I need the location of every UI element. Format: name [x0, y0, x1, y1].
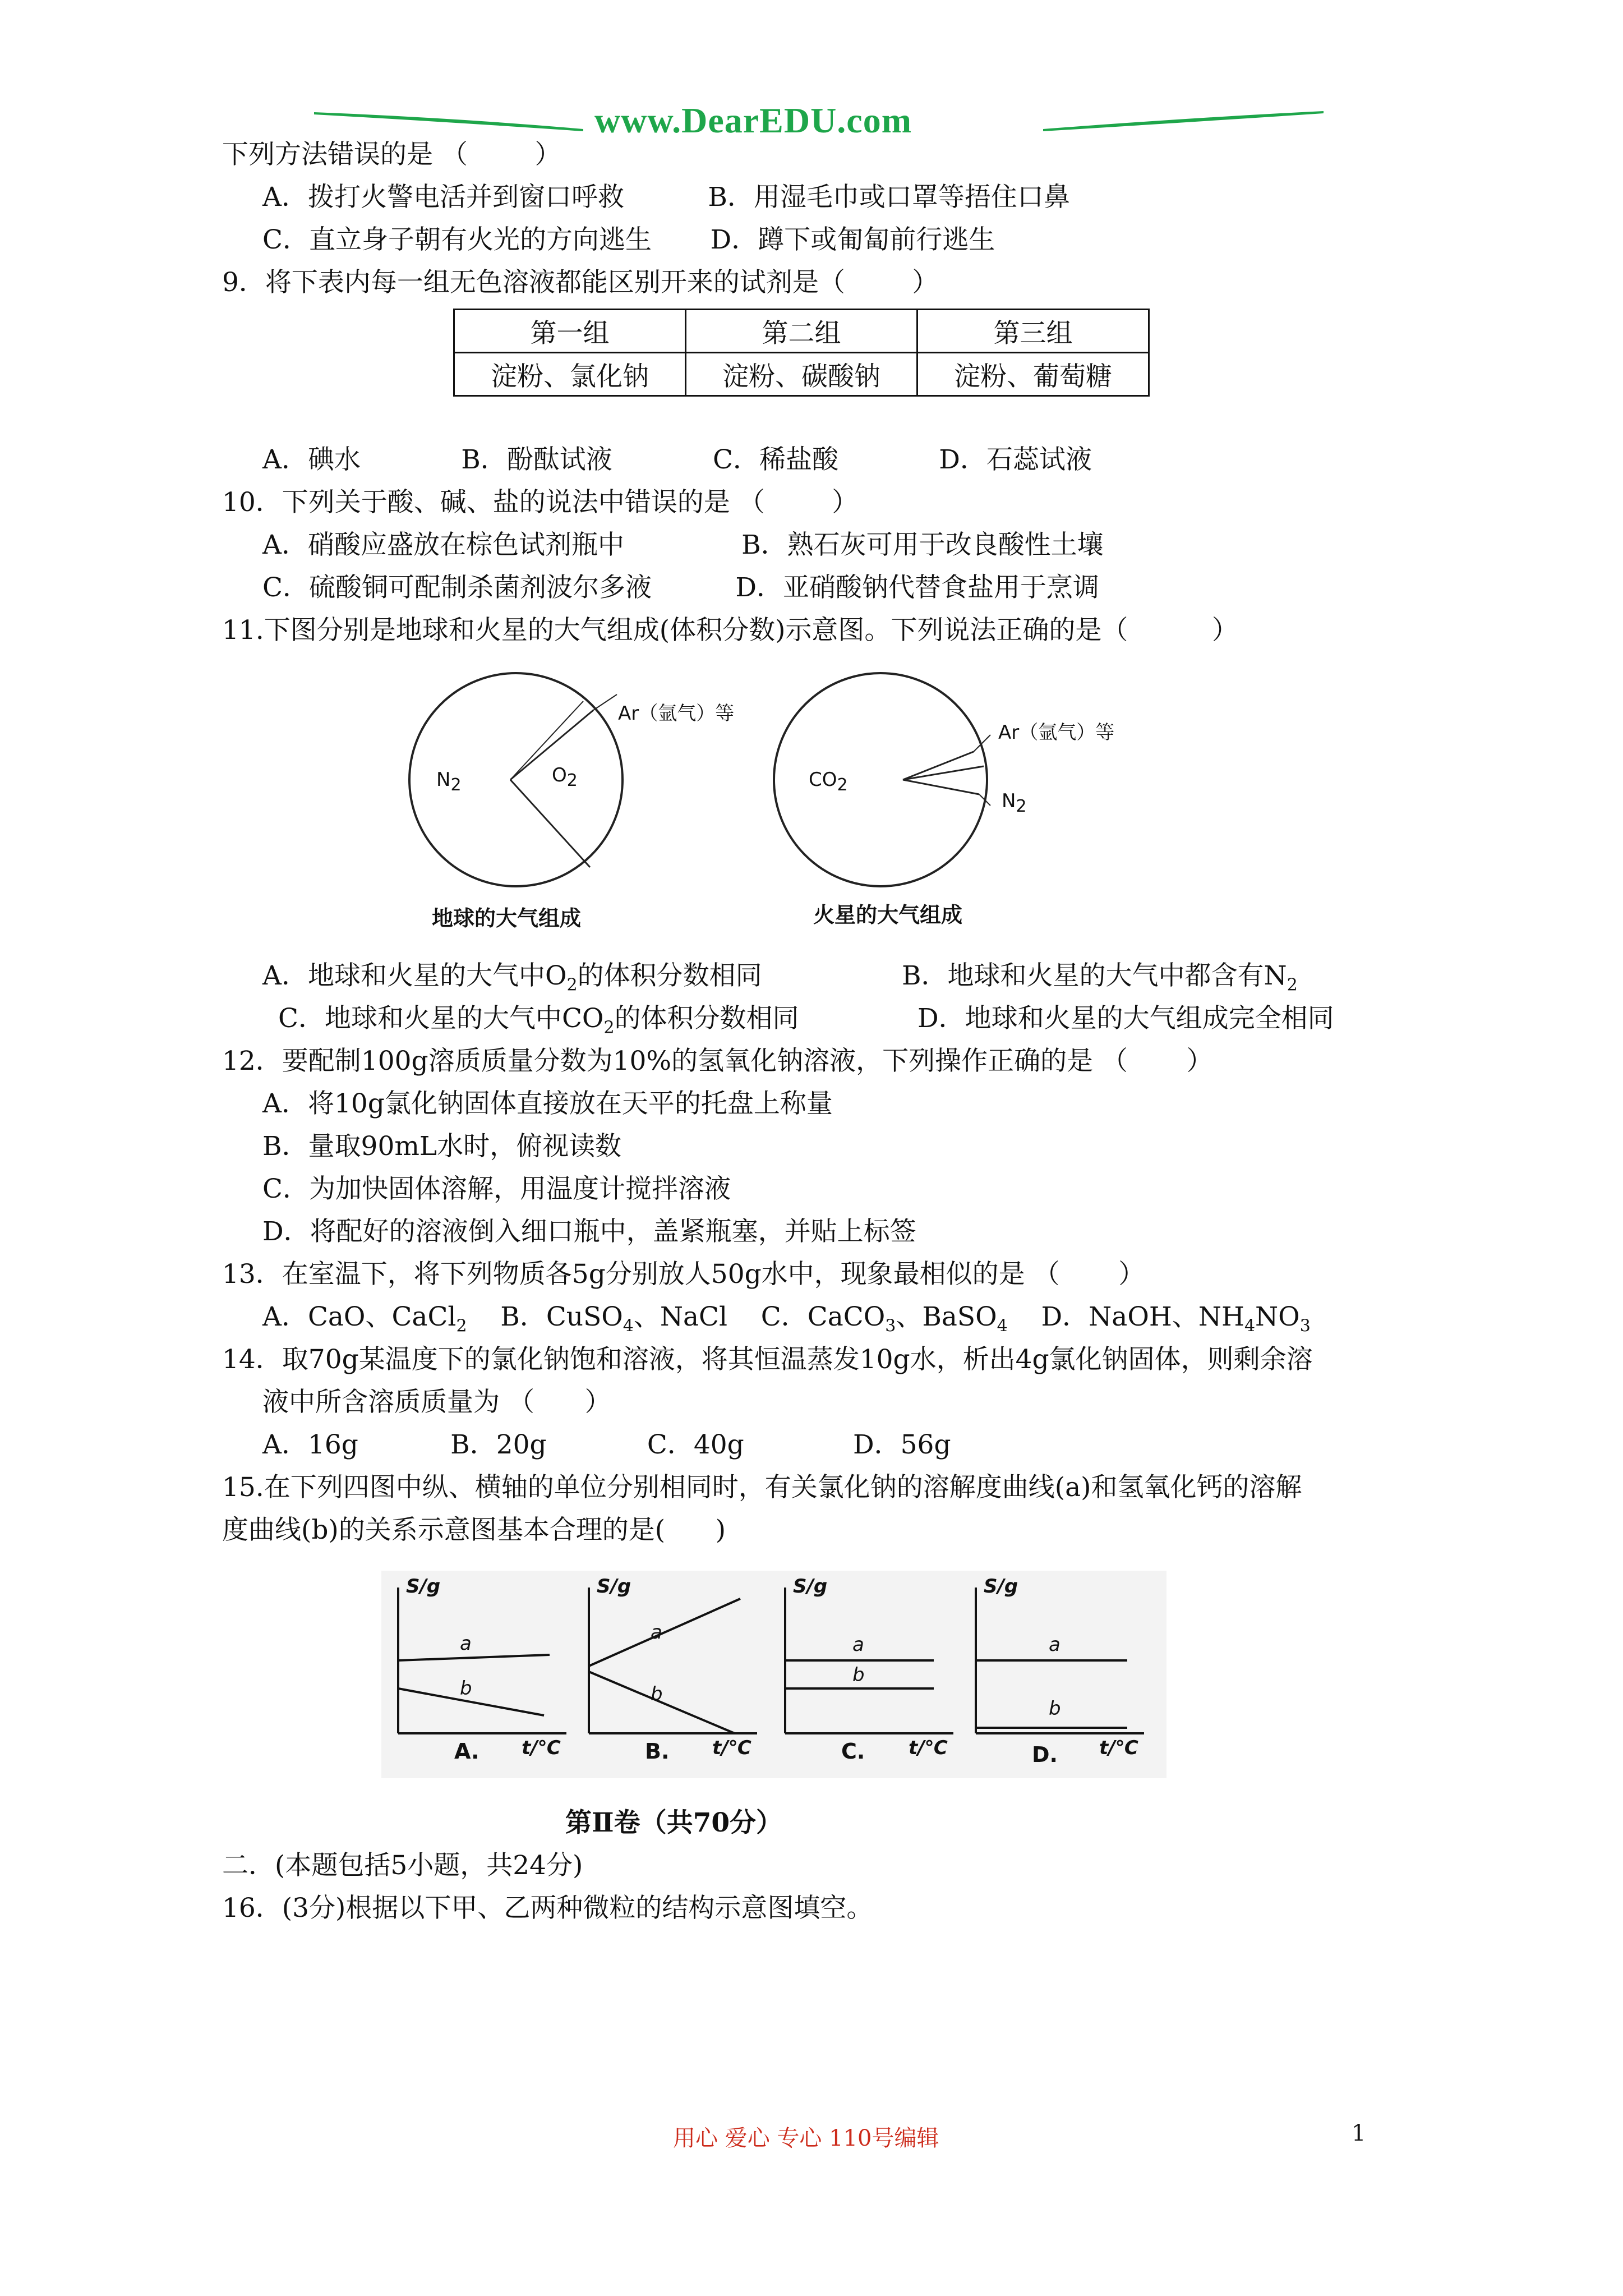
panel-a-label-a: a	[460, 1632, 472, 1655]
panel-c-label-b: b	[852, 1664, 865, 1686]
q10-options-ab: A．硝酸应盛放在棕色试剂瓶中 B．熟石灰可用于改良酸性土壤	[262, 530, 1104, 560]
q12-stem: 12．要配制100g溶质质量分数为10%的氢氧化钠溶液，下列操作正确的是 （ ）	[222, 1046, 1213, 1076]
q11-option-d: D．地球和火星的大气组成完全相同	[917, 1003, 1334, 1034]
q15-figure	[381, 1571, 1166, 1778]
panel-c-caption: C.	[841, 1739, 865, 1764]
mars-ar-label: Ar（氩气）等	[998, 721, 1115, 744]
q11-pie-figure	[393, 668, 1234, 937]
q15-stem-2: 度曲线(b)的关系示意图基本合理的是( )	[222, 1515, 726, 1545]
q12-option-a: A．将10g氯化钠固体直接放在天平的托盘上称量	[262, 1088, 833, 1119]
panel-d-label-b: b	[1049, 1697, 1061, 1720]
mars-caption: 火星的大气组成	[813, 903, 963, 927]
mars-n2-label: $N_2$	[1002, 790, 1027, 816]
panel-b-caption: B.	[645, 1739, 670, 1764]
q9-cell-1: 淀粉、氯化钠	[454, 353, 686, 396]
panel-d-label-a: a	[1049, 1634, 1061, 1656]
panel-b-curve-a	[589, 1599, 740, 1666]
mars-pie	[774, 673, 987, 886]
q12-option-b: B．量取90mL水时，俯视读数	[262, 1131, 622, 1162]
q9-stem: 9．将下表内每一组无色溶液都能区别开来的试剂是（ ）	[222, 267, 939, 298]
earth-n2-label: $N_2$	[436, 769, 462, 795]
site-name: www.DearEDU.com	[594, 100, 912, 140]
q9-cell-3: 淀粉、葡萄糖	[917, 353, 1149, 396]
panel-a-ylabel: S/g	[406, 1575, 441, 1598]
q14-stem-2: 液中所含溶质质量为 （ ）	[262, 1387, 611, 1418]
panel-d-ylabel: S/g	[984, 1575, 1018, 1598]
section2-title: 第Ⅱ卷（共70分）	[565, 1807, 783, 1838]
panel-d-caption: D.	[1032, 1742, 1058, 1767]
q13-options: A．CaO、CaCl$_2$ B．CuSO$_4$、NaCl C．CaCO$_3$、BaSO$_4$ D．NaOH、$NH_4NO_3$	[262, 1301, 1311, 1336]
panel-b-ylabel: S/g	[597, 1575, 631, 1598]
panel-d-xlabel: t/℃	[1099, 1737, 1138, 1759]
section2-intro: 二．(本题包括5小题，共24分)	[222, 1850, 583, 1881]
q9-table	[453, 309, 1150, 397]
panel-a-label-b: b	[460, 1677, 472, 1700]
panel-b-xlabel: t/℃	[712, 1737, 751, 1759]
q11-option-b: B．地球和火星的大气中都含有$N_2$	[902, 960, 1298, 995]
q9-cell-2: 淀粉、碳酸钠	[686, 353, 917, 396]
q8-options-ab: A．拨打火警电活并到窗口呼救 B．用湿毛巾或口罩等捂住口鼻	[262, 182, 1070, 213]
earth-caption: 地球的大气组成	[432, 906, 582, 931]
panel-a-xlabel: t/℃	[522, 1737, 561, 1759]
panel-b-label-b: b	[651, 1683, 663, 1705]
q9-header-2: 第二组	[686, 310, 917, 353]
q11-option-a: A．地球和火星的大气中$O_2$的体积分数相同	[262, 960, 762, 995]
q10-options-cd: C．硫酸铜可配制杀菌剂波尔多液 D．亚硝酸钠代替食盐用于烹调	[262, 572, 1100, 603]
q12-option-d: D．将配好的溶液倒入细口瓶中，盖紧瓶塞，并贴上标签	[262, 1216, 916, 1247]
q9-header-3: 第三组	[917, 310, 1149, 353]
q8-options-cd: C．直立身子朝有火光的方向逃生 D．蹲下或匍匐前行逃生	[262, 224, 995, 255]
mars-co2-label: $CO_2$	[809, 769, 848, 795]
q10-stem: 10．下列关于酸、碱、盐的说法中错误的是 （ ）	[222, 487, 859, 518]
q8-stem: 下列方法错误的是 （ ）	[222, 139, 561, 170]
q14-stem-1: 14．取70g某温度下的氯化钠饱和溶液，将其恒温蒸发10g水，析出4g氯化钠固体，则剩余溶	[222, 1344, 1313, 1375]
q11-stem: 11.下图分别是地球和火星的大气组成(体积分数)示意图。下列说法正确的是（ ）	[222, 615, 1238, 646]
q9-header-1: 第一组	[454, 310, 686, 353]
q14-options: A．16g B．20g C．40g D．56g	[262, 1429, 951, 1460]
panel-b-label-a: a	[651, 1621, 662, 1644]
q16-stem: 16．(3分)根据以下甲、乙两种微粒的结构示意图填空。	[222, 1893, 873, 1924]
footer-text: 用心 爱心 专心 110号编辑	[673, 2125, 939, 2151]
q11-option-c: C．地球和火星的大气中$CO_2$的体积分数相同	[278, 1003, 799, 1038]
q15-stem-1: 15.在下列四图中纵、横轴的单位分别相同时，有关氯化钠的溶解度曲线(a)和氢氧化钙的溶解	[222, 1472, 1302, 1503]
panel-a-curve-a	[398, 1655, 550, 1660]
panel-a-caption: A.	[454, 1739, 479, 1764]
panel-c-ylabel: S/g	[793, 1575, 828, 1598]
q12-option-c: C．为加快固体溶解，用温度计搅拌溶液	[262, 1174, 731, 1204]
page-number: 1	[1352, 2120, 1366, 2146]
earth-ar-label: Ar（氩气）等	[618, 702, 735, 725]
earth-o2-label: $O_2$	[552, 764, 578, 790]
q9-options: A．碘水 B．酚酞试液 C．稀盐酸 D．石蕊试液	[262, 444, 1092, 475]
q13-stem: 13．在室温下，将下列物质各5g分别放人50g水中，现象最相似的是 （ ）	[222, 1259, 1145, 1290]
panel-c-xlabel: t/℃	[909, 1737, 948, 1759]
panel-c-label-a: a	[852, 1634, 864, 1656]
